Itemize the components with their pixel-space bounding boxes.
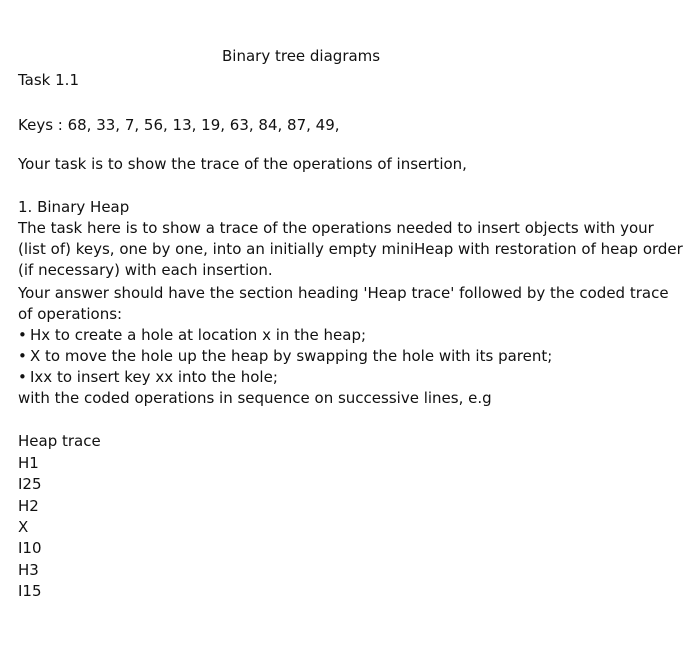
- section-heading: 1. Binary Heap: [18, 198, 130, 216]
- paragraph-task-description: The task here is to show a trace of the operations needed to insert objects with your (list of) keys, one by one, into an initially empty miniHeap with restoration of heap order (if necessary) with each insertion.: [18, 219, 683, 279]
- trace-line: H1: [18, 454, 39, 472]
- task-label: Task 1.1: [18, 71, 79, 89]
- keys-line: Keys : 68, 33, 7, 56, 13, 19, 63, 84, 87, 49,: [18, 116, 340, 134]
- trace-line: I15: [18, 582, 42, 600]
- page-title: Binary tree diagrams: [222, 47, 381, 65]
- paragraph-answer-format: Your answer should have the section heading 'Heap trace' followed by the coded trace of operations:: [18, 284, 669, 323]
- trace-line: H3: [18, 561, 39, 579]
- trace-line: H2: [18, 497, 39, 515]
- intro-text: Your task is to show the trace of the operations of insertion,: [18, 155, 467, 173]
- bullet-move-up: • X to move the hole up the heap by swapping the hole with its parent;: [18, 346, 552, 367]
- trace-line: I10: [18, 539, 42, 557]
- trace-line: I25: [18, 475, 42, 493]
- trace-heading: Heap trace: [18, 432, 101, 450]
- bullet-insert: • Ixx to insert key xx into the hole;: [18, 367, 278, 388]
- bullet-hole: • Hx to create a hole at location x in the heap;: [18, 325, 366, 346]
- trace-line: X: [18, 518, 29, 536]
- closing-text: with the coded operations in sequence on successive lines, e.g: [18, 389, 492, 407]
